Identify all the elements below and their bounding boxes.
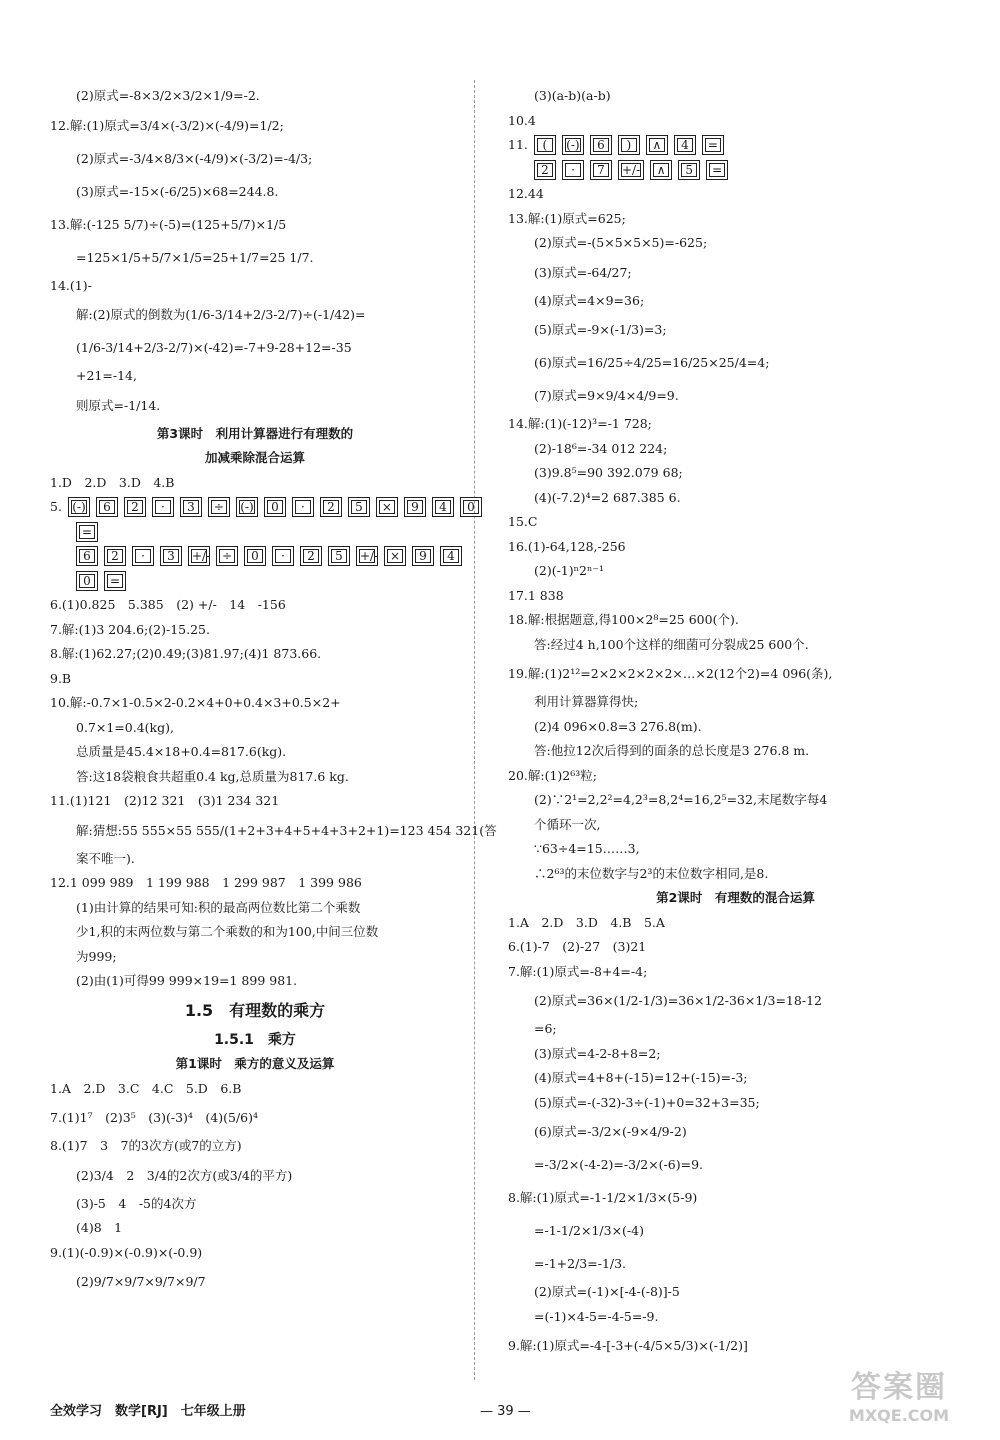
answer-line: (2)9/7×9/7×9/7×9/7 <box>76 1274 206 1289</box>
answer-line: (6)原式=16/25÷4/25=16/25×25/4=4; <box>534 355 770 370</box>
calculator-key-sequence <box>50 495 475 520</box>
answer-line: 案不唯一). <box>76 850 135 866</box>
answer-line: (5)原式=-9×(-1/3)=3; <box>534 322 667 337</box>
answer-line: 7.(1)1⁷ (2)3⁵ (3)(-3)⁴ (4)(5/6)⁴ <box>50 1110 259 1125</box>
calculator-key-sequence <box>50 569 460 594</box>
answer-line: (5)原式=-(-32)-3÷(-1)+0=32+3=35; <box>534 1094 760 1110</box>
calculator-key: (-) <box>562 135 584 155</box>
answer-line: (4)(-7.2)⁴=2 687.385 6. <box>534 489 681 505</box>
calculator-key: 9 <box>412 546 434 566</box>
calculator-key: 3 <box>160 546 182 566</box>
answer-line: 8.解:(1)62.27;(2)0.49;(3)81.97;(4)1 873.66. <box>50 646 322 661</box>
answer-line: 9.B <box>50 670 72 686</box>
lesson-heading: 第3课时 利用计算器进行有理数的 <box>156 425 354 441</box>
answer-line: 15.C <box>508 514 538 529</box>
calculator-key: 2 <box>320 497 342 517</box>
answer-line: 则原式=-1/14. <box>76 397 161 413</box>
answer-line: (2)∵2¹=2,2²=4,2³=8,2⁴=16,2⁵=32,末尾数字每4 <box>534 792 828 807</box>
calculator-key: +/- <box>618 160 644 180</box>
answer-line: 1.A 2.D 3.D 4.B 5.A <box>508 914 665 930</box>
calculator-key: +/- <box>188 546 210 566</box>
answer-line: 7.解:(1)3 204.6;(2)-15.25. <box>50 621 210 637</box>
calculator-key: 5 <box>348 497 370 517</box>
answer-line: 9.解:(1)原式=-4-[-3+(-4/5×5/3)×(-1/2)] <box>508 1338 748 1353</box>
answer-line: 利用计算器算得快; <box>534 694 639 709</box>
answer-line: (1)由计算的结果可知:积的最高两位数比第二个乘数 <box>76 899 361 915</box>
calculator-key: ÷ <box>216 546 238 566</box>
answer-line: (2)-18⁶=-34 012 224; <box>534 440 668 456</box>
calculator-key: 5 <box>678 160 700 180</box>
answer-line: 19.解:(1)2¹²=2×2×2×2×2×…×2(12个2)=4 096(条), <box>508 666 833 681</box>
question-number: 5. <box>50 499 62 514</box>
answer-line: (4)8 1 <box>76 1220 123 1235</box>
answer-line: (2)原式=-8×3/2×3/2×1/9=-2. <box>76 88 260 103</box>
page-number: — 39 — <box>480 1404 531 1419</box>
answer-line: +21=-14, <box>76 368 137 383</box>
answer-line: =-3/2×(-4-2)=-3/2×(-6)=9. <box>534 1157 704 1172</box>
answer-line: (4)原式=4×9=36; <box>534 292 645 308</box>
watermark <box>814 1370 984 1430</box>
answer-line: 1.D 2.D 3.D 4.B <box>50 474 175 490</box>
answer-line: =125×1/5+5/7×1/5=25+1/7=25 1/7. <box>76 249 314 265</box>
answer-line: 10.解:-0.7×1-0.5×2-0.2×4+0+0.4×3+0.5×2+ <box>50 695 341 710</box>
calculator-key: 2 <box>124 497 146 517</box>
answer-line: (2)(-1)ⁿ2ⁿ⁻¹ <box>534 563 605 578</box>
calculator-key: · <box>562 160 584 180</box>
answer-line: 总质量是45.4×18+0.4=817.6(kg). <box>76 744 287 759</box>
calculator-key: 2 <box>104 546 126 566</box>
answer-line: 解:(2)原式的倒数为(1/6-3/14+2/3-2/7)÷(-1/42)= <box>76 307 366 322</box>
answer-line: =-1-1/2×1/3×(-4) <box>534 1223 644 1238</box>
answer-line: 12.解:(1)原式=3/4×(-3/2)×(-4/9)=1/2; <box>50 117 284 133</box>
answer-line: (3)原式=-64/27; <box>534 264 632 280</box>
calculator-key: (-) <box>68 497 90 517</box>
answer-line: 10.4 <box>508 112 536 128</box>
calculator-key: 9 <box>404 497 426 517</box>
answer-line: (7)原式=9×9/4×4/9=9. <box>534 388 679 403</box>
calculator-key: ( <box>534 135 556 155</box>
calculator-key: = <box>76 522 98 542</box>
answer-line: (1/6-3/14+2/3-2/7)×(-42)=-7+9-28+12=-35 <box>76 340 352 355</box>
calculator-key: × <box>376 497 398 517</box>
calculator-key: (-) <box>236 497 258 517</box>
answer-line: 6.(1)0.825 5.385 (2) +/- 14 -156 <box>50 597 286 612</box>
answer-line: 为999; <box>76 948 117 964</box>
answer-line: (4)原式=4+8+(-15)=12+(-15)=-3; <box>534 1070 748 1085</box>
answer-line: 6.(1)-7 (2)-27 (3)21 <box>508 939 647 954</box>
section-title: 1.5 有理数的乘方 <box>184 1000 326 1020</box>
answer-line: =(-1)×4-5=-4-5=-9. <box>534 1308 659 1324</box>
calculator-key: · <box>132 546 154 566</box>
calculator-key: 0 <box>244 546 266 566</box>
calculator-key: 6 <box>76 546 98 566</box>
calculator-key: 0 <box>76 571 98 591</box>
answer-line: 答:这18袋粮食共超重0.4 kg,总质量为817.6 kg. <box>76 768 349 784</box>
answer-line: (3)-5 4 -5的4次方 <box>76 1195 197 1211</box>
answer-line: (3)原式=4-2-8+8=2; <box>534 1045 661 1061</box>
answer-line: 20.解:(1)2⁶³粒; <box>508 767 597 783</box>
book-title: 全效学习 数学[RJ] 七年级上册 <box>50 1404 246 1419</box>
answer-line: (2)3/4 2 3/4的2次方(或3/4的平方) <box>76 1167 293 1183</box>
answer-line: 14.(1)- <box>50 277 92 293</box>
calculator-key: · <box>292 497 314 517</box>
answer-line: 13.解:(-125 5/7)÷(-5)=(125+5/7)×1/5 <box>50 216 287 232</box>
answer-line: 18.解:根据题意,得100×2⁸=25 600(个). <box>508 612 739 627</box>
calculator-key: 7 <box>590 160 612 180</box>
answer-line: 少1,积的末两位数与第二个乘数的和为100,中间三位数 <box>76 924 379 939</box>
column-divider <box>474 80 475 1380</box>
answer-line: (2)原式=-(5×5×5×5)=-625; <box>534 235 708 250</box>
question-number: 11. <box>508 137 528 152</box>
answer-line: 12.44 <box>508 186 544 201</box>
answer-line: 8.解:(1)原式=-1-1/2×1/3×(5-9) <box>508 1190 698 1205</box>
calculator-key: +/- <box>356 546 378 566</box>
answer-line: 答:经过4 h,100个这样的细菌可分裂成25 600个. <box>534 636 809 652</box>
lesson-heading: 加减乘除混合运算 <box>204 450 305 465</box>
calculator-key: 0 <box>264 497 286 517</box>
calculator-key-sequence <box>508 158 963 183</box>
answer-line: 解:猜想:55 555×55 555/(1+2+3+4+5+4+3+2+1)=123 454 321(答 <box>76 822 497 838</box>
answer-line: 9.(1)(-0.9)×(-0.9)×(-0.9) <box>50 1244 203 1260</box>
watermark-logo-text: 答案圈 <box>851 1370 947 1405</box>
answer-line: =6; <box>534 1021 557 1036</box>
watermark-url: MXQE.COM <box>848 1406 950 1425</box>
answer-line: (2)由(1)可得99 999×19=1 899 981. <box>76 973 298 988</box>
calculator-key: 4 <box>432 497 454 517</box>
calculator-key: × <box>384 546 406 566</box>
answer-line: (3)(a-b)(a-b) <box>534 88 611 103</box>
answer-line: 12.1 099 989 1 199 988 1 299 987 1 399 986 <box>50 875 362 890</box>
subsection-title: 1.5.1 乘方 <box>214 1031 296 1048</box>
calculator-key: 4 <box>440 546 462 566</box>
answer-line: (2)原式=36×(1/2-1/3)=36×1/2-36×1/3=18-12 <box>534 993 822 1008</box>
calculator-key: ∧ <box>650 160 672 180</box>
lesson-heading: 第2课时 有理数的混合运算 <box>656 890 815 905</box>
calculator-key: ∧ <box>646 135 668 155</box>
calculator-key: 0 <box>460 497 482 517</box>
calculator-key: 3 <box>180 497 202 517</box>
answer-line: (3)原式=-15×(-6/25)×68=244.8. <box>76 183 279 199</box>
calculator-key: 2 <box>300 546 322 566</box>
answer-line: 答:他拉12次后得到的面条的总长度是3 276.8 m. <box>534 743 810 758</box>
answer-line: 14.解:(1)(-12)³=-1 728; <box>508 416 652 431</box>
answer-line: (6)原式=-3/2×(-9×4/9-2) <box>534 1124 687 1139</box>
answer-line: ∵63÷4=15……3, <box>534 841 640 856</box>
answer-line: (2)4 096×0.8=3 276.8(m). <box>534 718 702 734</box>
answer-line: 个循环一次, <box>534 816 601 832</box>
answer-line: 8.(1)7 3 7的3次方(或7的立方) <box>50 1138 242 1153</box>
right-column <box>508 84 963 1362</box>
calculator-key: · <box>272 546 294 566</box>
calculator-key: = <box>702 135 724 155</box>
calculator-key: ) <box>618 135 640 155</box>
answer-line: (3)9.8⁵=90 392.079 68; <box>534 465 683 480</box>
lesson-heading: 第1课时 乘方的意义及运算 <box>175 1056 335 1071</box>
calculator-key: 2 <box>534 160 556 180</box>
calculator-key-sequence <box>508 133 963 158</box>
answer-line: 1.A 2.D 3.C 4.C 5.D 6.B <box>50 1080 242 1096</box>
calculator-key: 4 <box>674 135 696 155</box>
answer-line: 17.1 838 <box>508 587 564 603</box>
answer-line: =-1+2/3=-1/3. <box>534 1256 627 1271</box>
answer-line: 16.(1)-64,128,-256 <box>508 538 626 554</box>
calculator-key: · <box>152 497 174 517</box>
answer-line: (2)原式=(-1)×[-4-(-8)]-5 <box>534 1284 680 1299</box>
left-column <box>50 84 497 1298</box>
calculator-key: 6 <box>590 135 612 155</box>
calculator-key-sequence <box>50 520 460 545</box>
answer-line: (2)原式=-3/4×8/3×(-4/9)×(-3/2)=-4/3; <box>76 150 313 166</box>
calculator-key: 6 <box>96 497 118 517</box>
calculator-key: = <box>706 160 728 180</box>
calculator-key: ÷ <box>208 497 230 517</box>
answer-line: 13.解:(1)原式=625; <box>508 210 626 226</box>
answer-line: 11.(1)121 (2)12 321 (3)1 234 321 <box>50 793 280 808</box>
answer-line: ∴2⁶³的末位数字与2³的末位数字相同,是8. <box>534 865 769 881</box>
answer-line: 7.解:(1)原式=-8+4=-4; <box>508 963 648 979</box>
answer-line: 0.7×1=0.4(kg), <box>76 719 174 735</box>
calculator-key: = <box>104 571 126 591</box>
calculator-key-sequence <box>50 544 460 569</box>
calculator-key: 5 <box>328 546 350 566</box>
